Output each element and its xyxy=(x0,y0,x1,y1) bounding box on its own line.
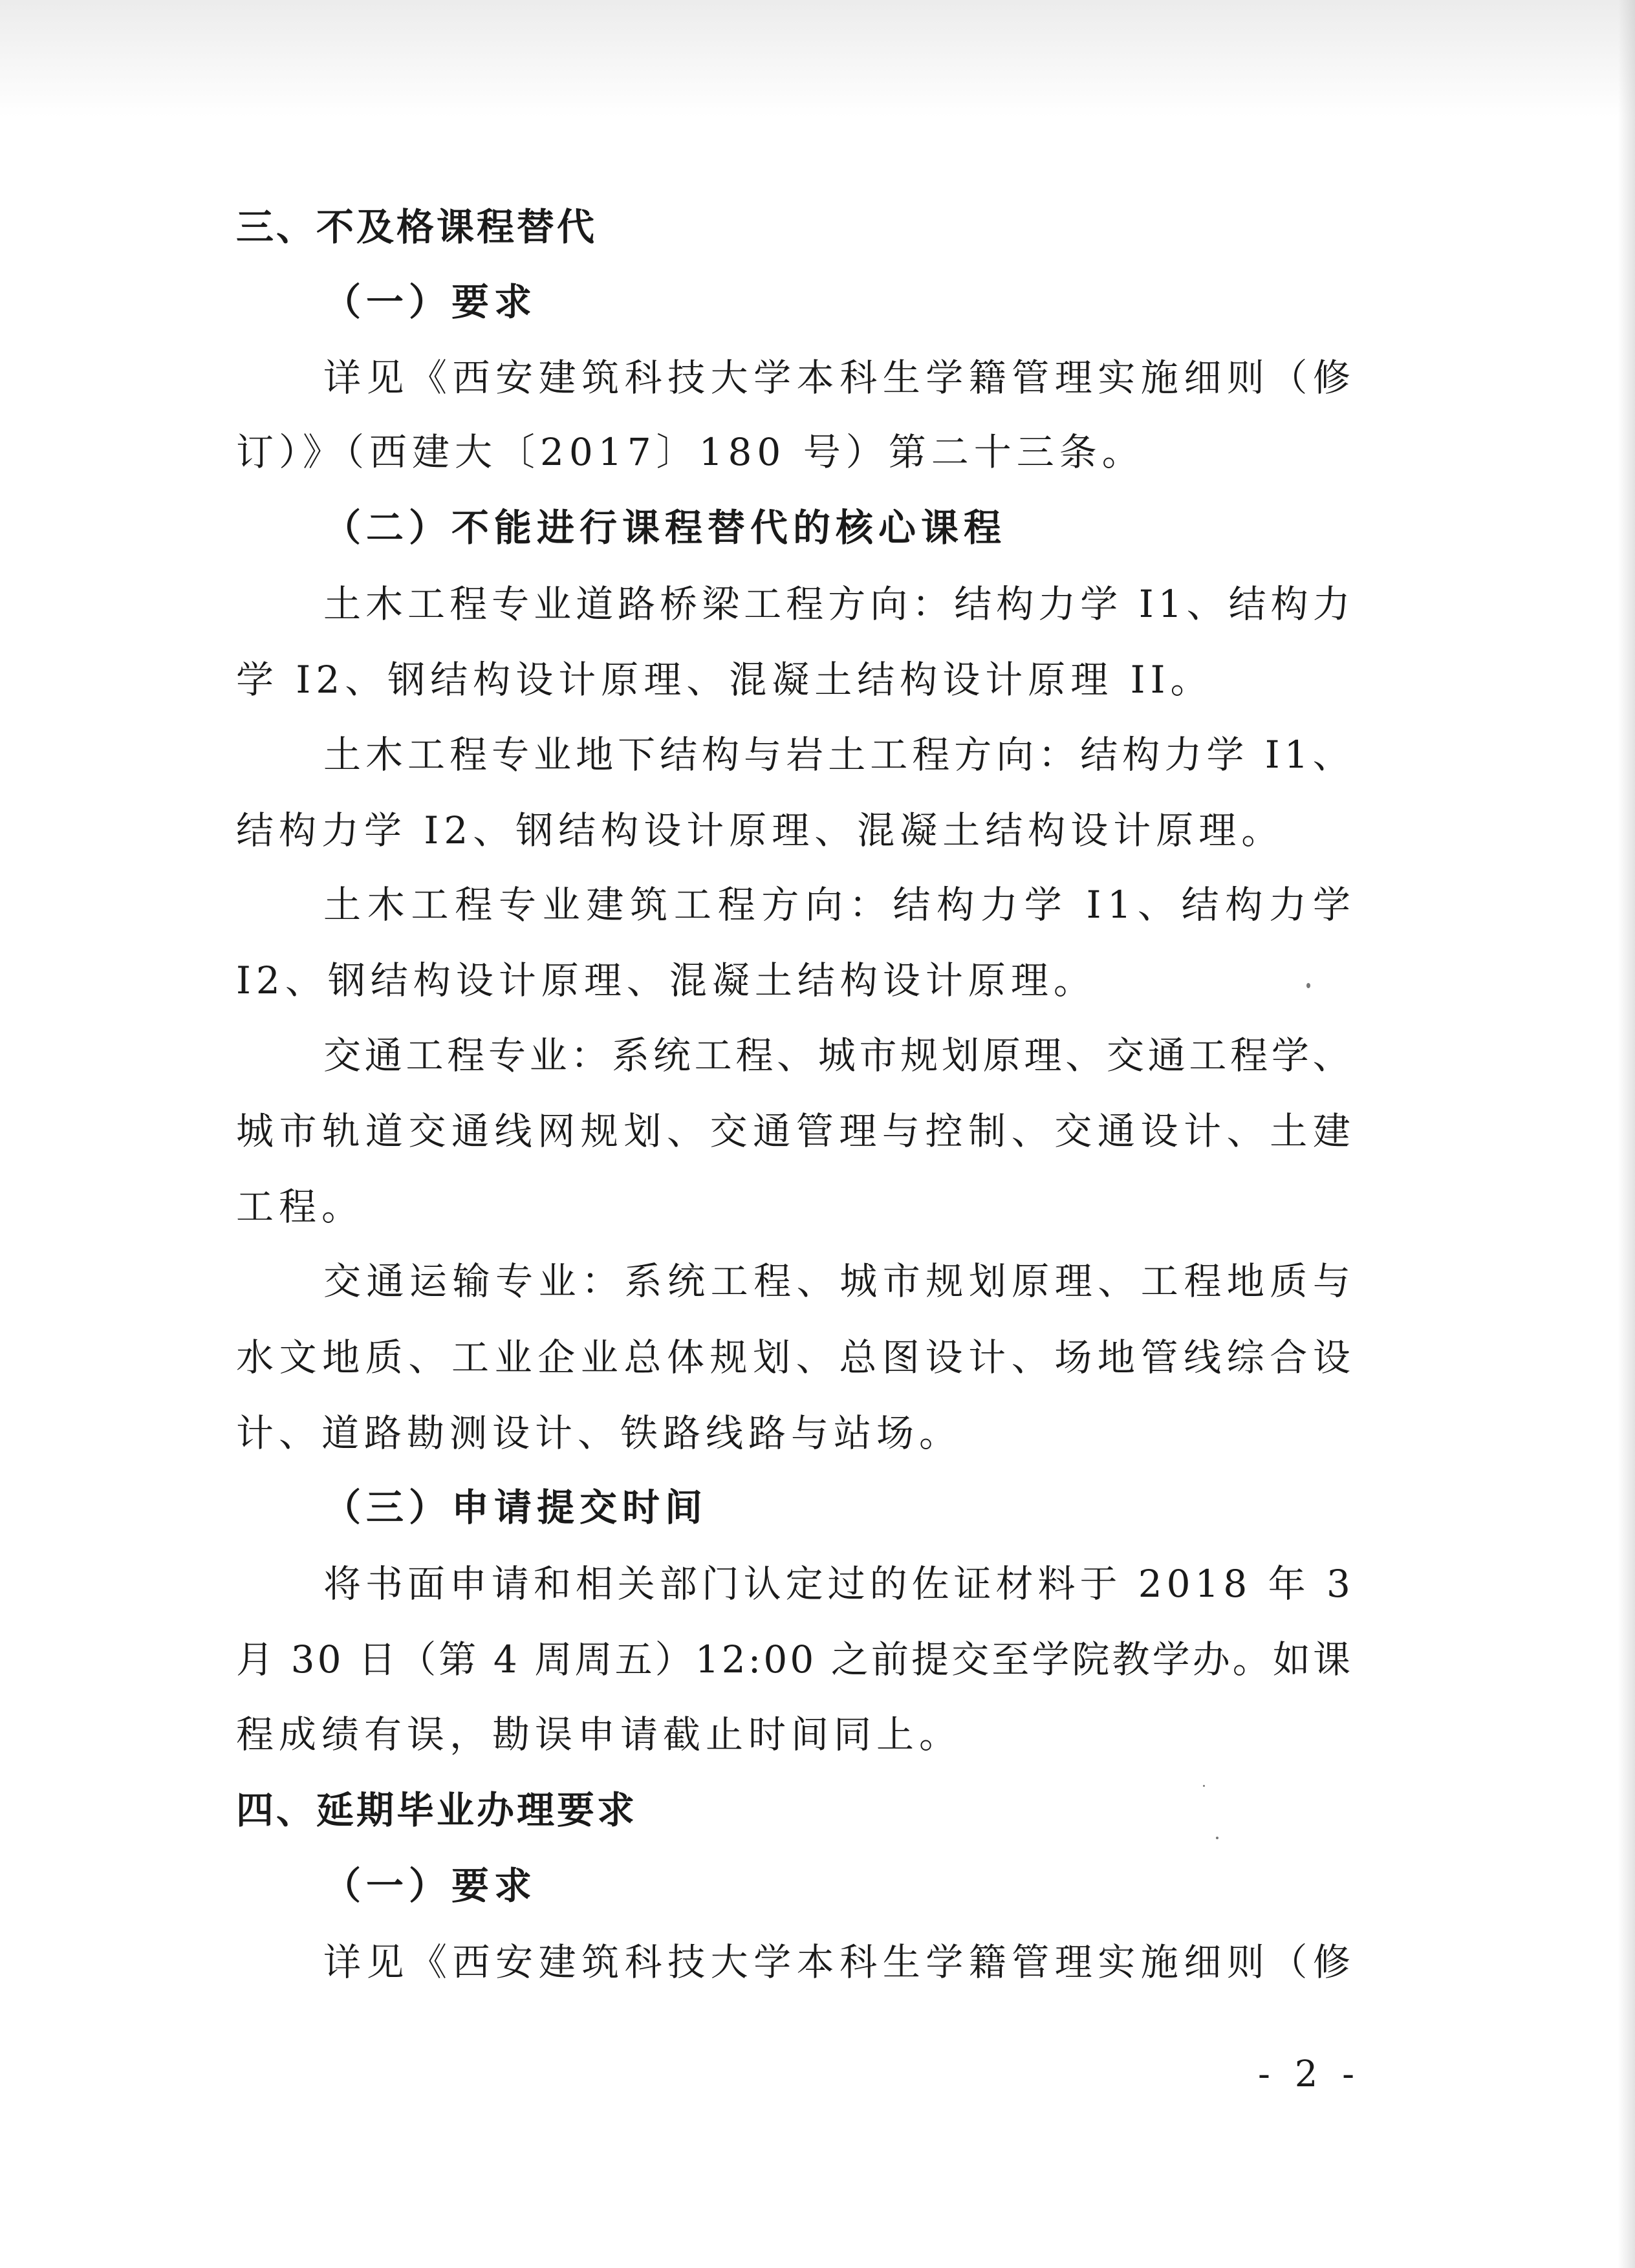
section-heading-4: 四、延期毕业办理要求 xyxy=(236,1788,638,1832)
paragraph-line: 订）》（西建大〔2017〕180 号）第二十三条。 xyxy=(236,430,1145,474)
paragraph-line: 结构力学 I2、钢结构设计原理、混凝土结构设计原理。 xyxy=(236,808,1284,852)
paragraph-line: 土 木 工 程 专 业 建 筑 工 程 方 向 ： 结 构 力 学 I 1 、 结 构 力 学 xyxy=(323,883,1350,927)
paragraph-line: 土 木 工 程 专 业 地 下 结 构 与 岩 土 工 程 方 向 ： 结 构 力 学 I 1 、 xyxy=(323,733,1350,777)
page-number: - 2 - xyxy=(1258,2053,1361,2095)
paragraph-line: 详 见 《 西 安 建 筑 科 技 大 学 本 科 生 学 籍 管 理 实 施 细 则 （ 修 xyxy=(323,356,1350,400)
paragraph-line: 城 市 轨 道 交 通 线 网 规 划 、 交 通 管 理 与 控 制 、 交 通 设 计 、 土 建 xyxy=(236,1109,1350,1153)
scan-speck xyxy=(1216,1837,1218,1839)
subsection-heading-submission-time: （三）申请提交时间 xyxy=(323,1485,708,1529)
paragraph-line: 土 木 工 程 专 业 道 路 桥 梁 工 程 方 向 ： 结 构 力 学 I 1 、 结 构 力 xyxy=(323,582,1350,626)
paragraph-line: 月 3 0 日 （ 第 4 周 周 五 ） 1 2 : 0 0 之 前 提 交 至 学 院 教 学 办 。 如 课 xyxy=(236,1637,1350,1681)
paragraph-line: 交 通 工 程 专 业 ： 系 统 工 程 、 城 市 规 划 原 理 、 交 通 工 程 学 、 xyxy=(323,1033,1350,1077)
subsection-heading-requirements: （一）要求 xyxy=(323,280,537,324)
paragraph-line: 学 I2、钢结构设计原理、混凝土结构设计原理 II。 xyxy=(236,658,1213,702)
paragraph-line: 将 书 面 申 请 和 相 关 部 门 认 定 过 的 佐 证 材 料 于 2 0 1 8 年 3 xyxy=(323,1562,1350,1606)
scan-speck xyxy=(1203,1785,1205,1787)
paragraph-line: 程成绩有误，勘误申请截止时间同上。 xyxy=(236,1712,962,1756)
paragraph-line: I2、钢结构设计原理、混凝土结构设计原理。 xyxy=(236,958,1096,1002)
scan-shadow-top xyxy=(0,0,1635,168)
section-heading-3: 三、不及格课程替代 xyxy=(236,205,598,249)
paragraph-line: 水 文 地 质 、 工 业 企 业 总 体 规 划 、 总 图 设 计 、 场 地 管 线 综 合 设 xyxy=(236,1335,1350,1379)
subsection-heading-requirements-2: （一）要求 xyxy=(323,1864,537,1908)
paragraph-line: 计、道路勘测设计、铁路线路与站场。 xyxy=(236,1411,962,1455)
paragraph-line: 工程。 xyxy=(236,1185,365,1229)
subsection-heading-core-courses: （二）不能进行课程替代的核心课程 xyxy=(323,506,1007,550)
paragraph-line: 交 通 运 输 专 业 ： 系 统 工 程 、 城 市 规 划 原 理 、 工 程 地 质 与 xyxy=(323,1259,1350,1303)
scan-shadow-right xyxy=(1618,0,1635,2268)
scan-speck xyxy=(1306,983,1310,988)
paragraph-line: 详 见 《 西 安 建 筑 科 技 大 学 本 科 生 学 籍 管 理 实 施 细 则 （ 修 xyxy=(323,1940,1350,1984)
